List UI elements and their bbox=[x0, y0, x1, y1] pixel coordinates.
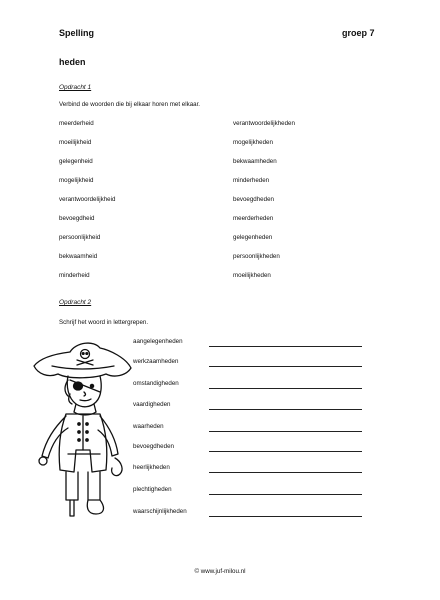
left-word: verantwoordelijkheid bbox=[59, 196, 116, 203]
word-label: waarschijnlijkheden bbox=[133, 508, 187, 515]
exercise2-title: Opdracht 2 bbox=[59, 299, 92, 306]
right-word: minderheden bbox=[233, 177, 270, 184]
answer-line[interactable] bbox=[209, 346, 362, 347]
left-word: bevoegdheid bbox=[59, 215, 95, 222]
left-word: persoonlijkheid bbox=[59, 234, 101, 241]
hat-shape bbox=[34, 343, 131, 378]
exercise2-instruction: Schrijf het woord in lettergrepen. bbox=[59, 319, 149, 326]
word-label: bevoegdheden bbox=[133, 443, 174, 450]
subject-title: Spelling bbox=[59, 28, 95, 38]
answer-line[interactable] bbox=[209, 516, 362, 517]
word-label: aangelegenheden bbox=[133, 338, 183, 345]
answer-line[interactable] bbox=[209, 494, 362, 495]
word-label: plechtigheden bbox=[133, 486, 172, 493]
right-word: meerderheden bbox=[233, 215, 274, 222]
right-word: bevoegdheden bbox=[233, 196, 274, 203]
pirate-illustration bbox=[30, 340, 135, 520]
word-label: waarheden bbox=[133, 423, 164, 430]
answer-line[interactable] bbox=[209, 366, 362, 367]
right-word: mogelijkheden bbox=[233, 139, 273, 146]
right-word: verantwoordelijkheden bbox=[233, 120, 295, 127]
answer-line[interactable] bbox=[209, 409, 362, 410]
peg-leg bbox=[70, 500, 74, 516]
word-label: omstandigheden bbox=[133, 380, 179, 387]
hook-icon bbox=[112, 458, 122, 476]
exercise1-instruction: Verbind de woorden die bij elkaar horen met elkaar. bbox=[59, 101, 201, 108]
right-word: bekwaamheden bbox=[233, 158, 277, 165]
answer-line[interactable] bbox=[209, 451, 362, 452]
word-label: heerlijkheden bbox=[133, 464, 170, 471]
right-word: gelegenheden bbox=[233, 234, 273, 241]
left-word: moeilijkheid bbox=[59, 139, 92, 146]
right-word: moeilijkheden bbox=[233, 272, 271, 279]
right-word: persoonlijkheden bbox=[233, 253, 280, 260]
left-word: mogelijkheid bbox=[59, 177, 94, 184]
left-word: minderheid bbox=[59, 272, 90, 279]
word-label: werkzaamheden bbox=[133, 358, 179, 365]
answer-line[interactable] bbox=[209, 431, 362, 432]
group-label: groep 7 bbox=[342, 28, 375, 38]
word-label: vaardigheden bbox=[133, 401, 171, 408]
boot bbox=[87, 500, 103, 514]
left-word: bekwaamheid bbox=[59, 253, 98, 260]
left-word: meerderheid bbox=[59, 120, 94, 127]
exercise1-title: Opdracht 1 bbox=[59, 84, 92, 91]
copyright-footer: © www.juf-milou.nl bbox=[194, 568, 246, 575]
left-word: gelegenheid bbox=[59, 158, 93, 165]
answer-line[interactable] bbox=[209, 388, 362, 389]
answer-line[interactable] bbox=[209, 472, 362, 473]
topic-title: heden bbox=[59, 57, 86, 67]
